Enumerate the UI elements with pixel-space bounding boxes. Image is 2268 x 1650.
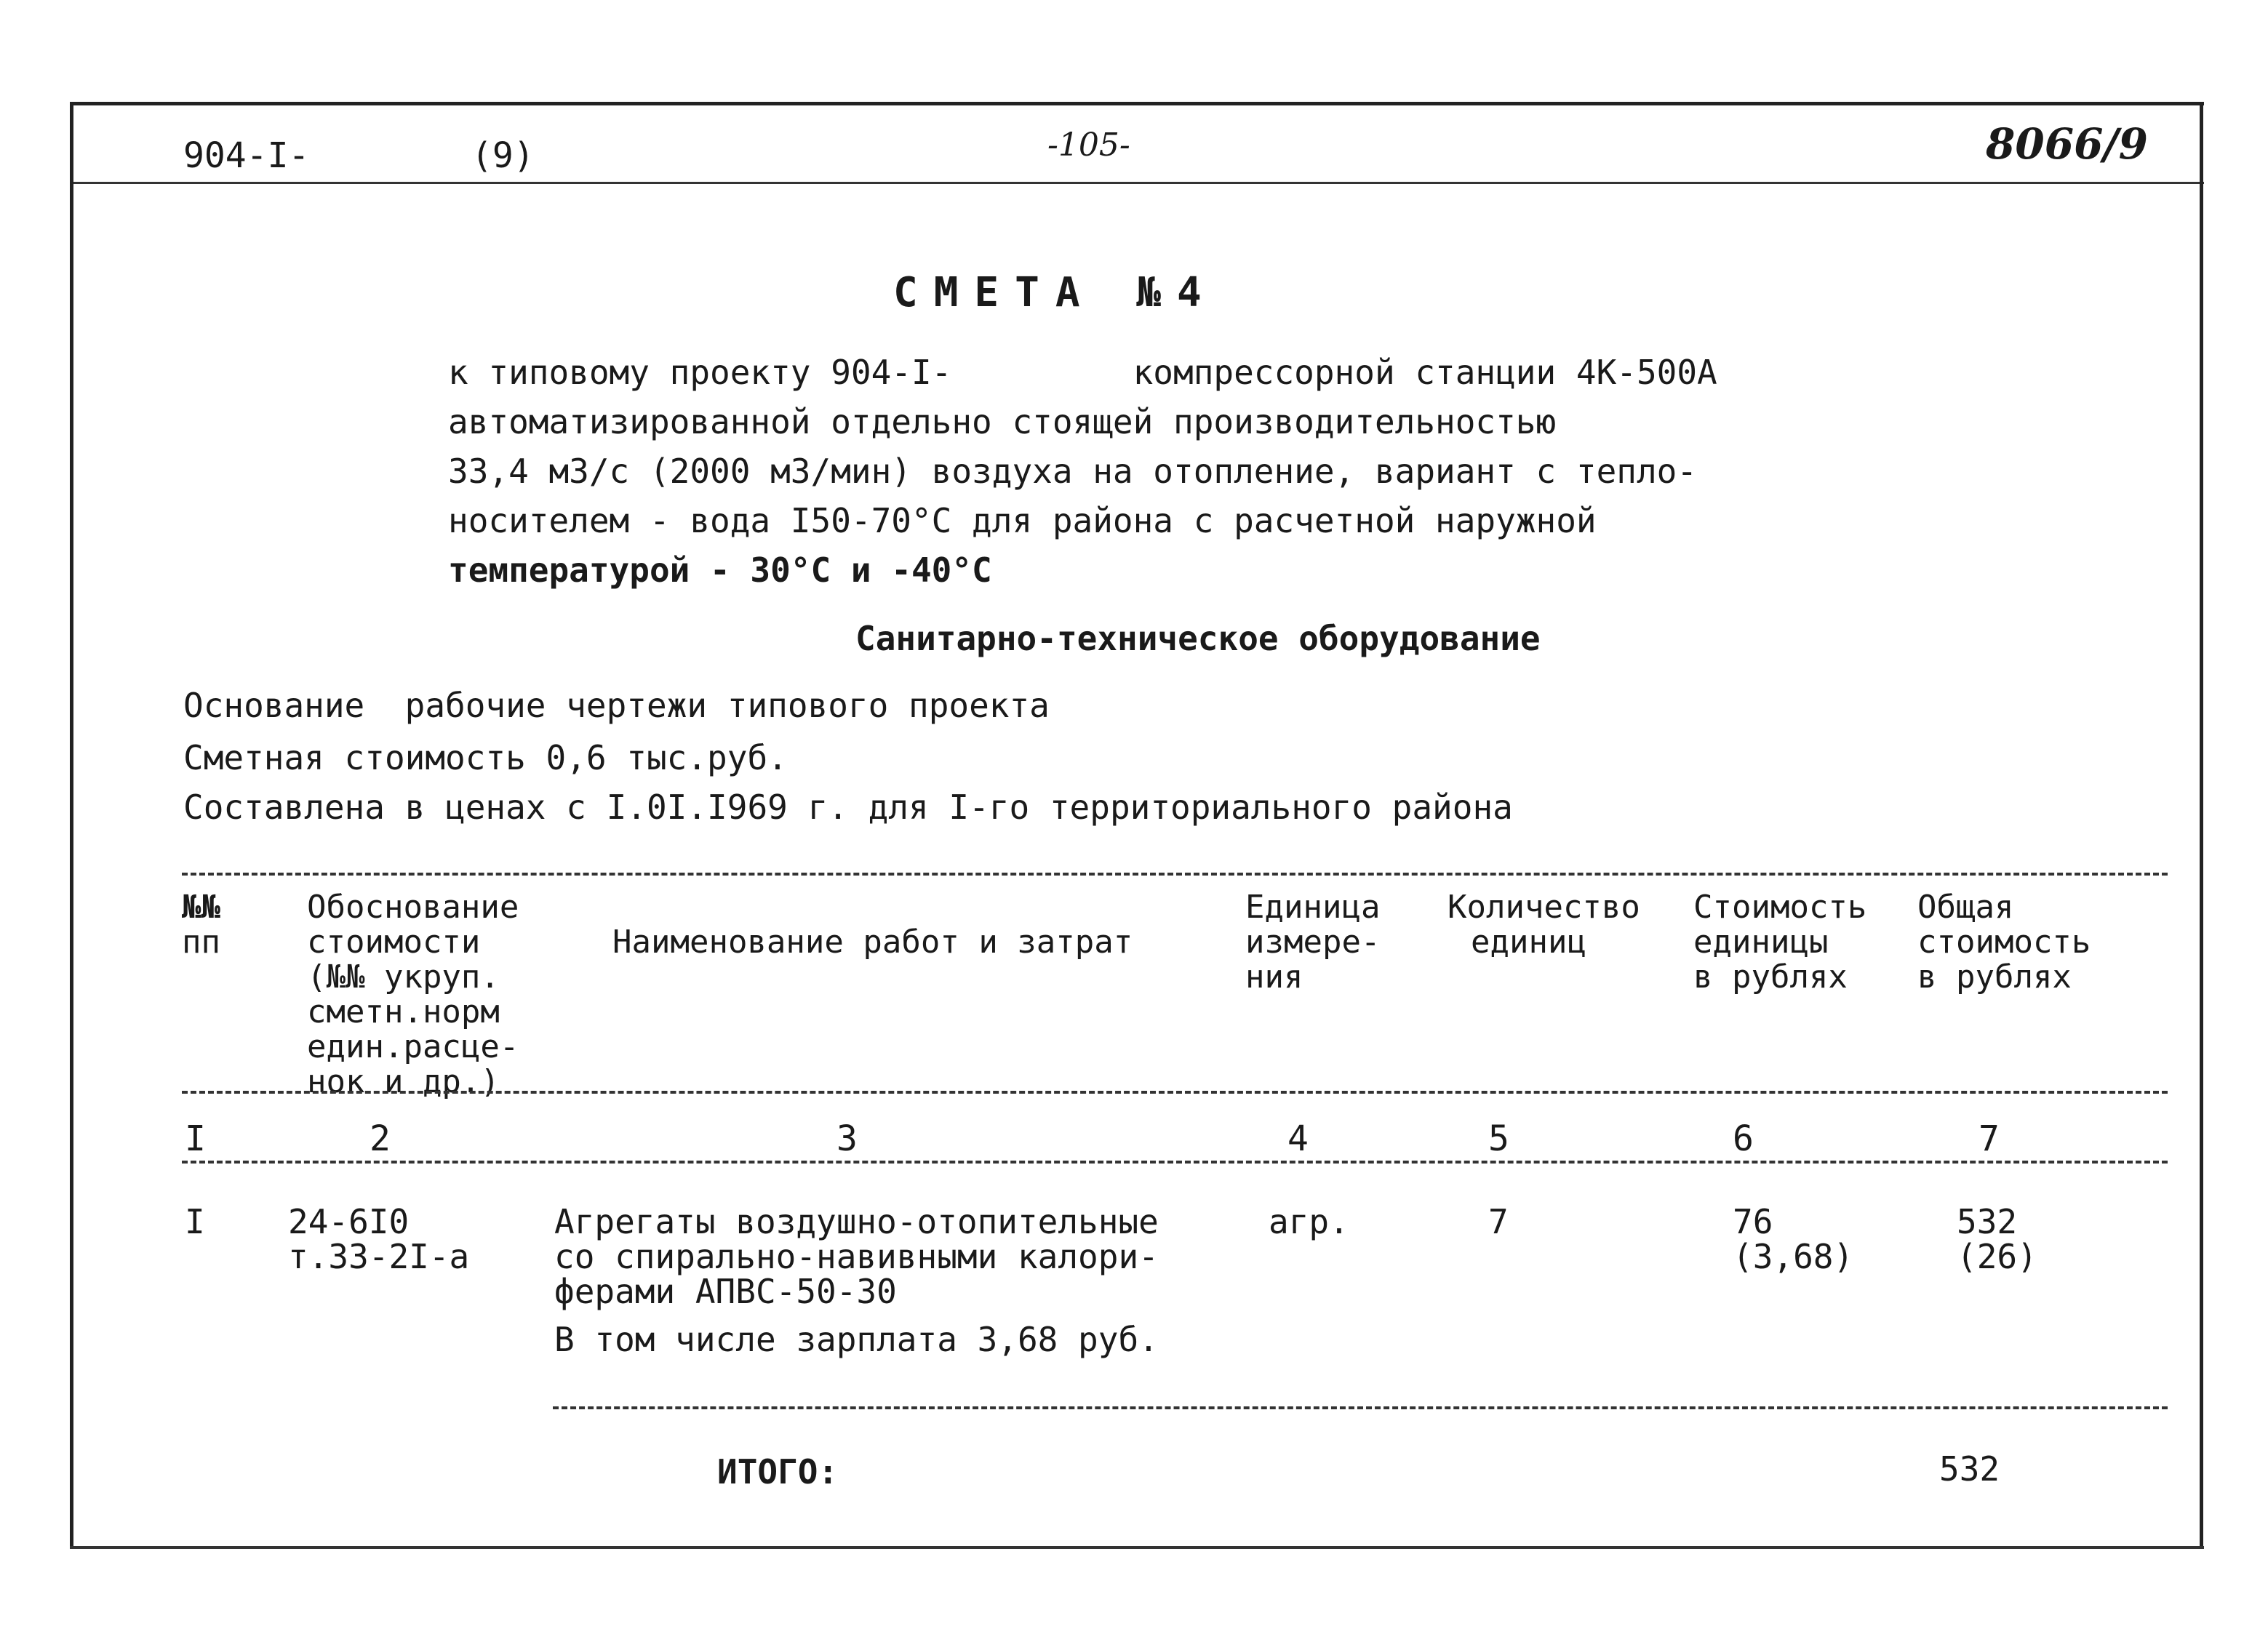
part-number: (9) <box>471 135 535 176</box>
project-line-2: автоматизированной отдельно стоящей производительностью <box>448 402 1557 441</box>
basis-line: Основание рабочие чертежи типового проекта <box>183 686 1050 725</box>
row-1-note: В том числе зарплата 3,68 руб. <box>554 1320 1159 1359</box>
col-header-unit-cost-3: в рублях <box>1693 958 1848 996</box>
frame-right-border <box>2200 102 2203 1549</box>
estimated-cost-line: Сметная стоимость 0,6 тыс.руб. <box>183 738 788 777</box>
col-number-3: 3 <box>836 1118 858 1159</box>
col-header-name: Наименование работ и затрат <box>612 924 1133 961</box>
project-line-4: носителем - вода I50-70°С для района с расчетной наружной <box>448 501 1597 540</box>
frame-bottom-border <box>70 1546 2204 1549</box>
header-bottom-rule <box>182 1091 2168 1094</box>
col-number-5: 5 <box>1488 1118 1509 1159</box>
col-header-basis-1: Обоснование <box>307 889 519 926</box>
project-line-1: к типовому проекту 904-I- компрессорной станции 4К-500А <box>448 353 1717 392</box>
col-header-unit-1: Единица <box>1245 889 1381 926</box>
row-1-basis-1: 24-6I0 <box>288 1202 410 1241</box>
row-1-num: I <box>185 1202 205 1241</box>
table-top-rule <box>182 873 2168 876</box>
total-top-rule <box>553 1406 2168 1409</box>
row-1-total-cost-wage: (26) <box>1957 1237 2037 1276</box>
document-title: СМЕТА №4 <box>893 269 1218 316</box>
col-number-1: I <box>185 1118 206 1159</box>
col-header-total-cost-3: в рублях <box>1917 958 2072 996</box>
col-header-unit-2: измере- <box>1245 924 1381 961</box>
row-1-unit-cost: 76 <box>1733 1202 1773 1241</box>
col-header-basis-3: (№№ укруп. <box>307 958 500 996</box>
row-1-unit-cost-wage: (3,68) <box>1733 1237 1854 1276</box>
col-header-total-cost-1: Общая <box>1917 889 2014 926</box>
row-1-name-3: ферами АПВС-50-30 <box>554 1272 897 1311</box>
header-rule <box>70 182 2204 184</box>
section-title: Санитарно-техническое оборудование <box>855 619 1541 658</box>
col-number-7: 7 <box>1978 1118 2000 1159</box>
col-header-unit-cost-2: единицы <box>1693 924 1829 961</box>
col-header-basis-4: сметн.норм <box>307 993 500 1030</box>
col-number-6: 6 <box>1733 1118 1754 1159</box>
sheet-reference: 8066/9 <box>1986 119 2148 169</box>
total-value: 532 <box>1939 1449 2000 1489</box>
project-line-3: 33,4 м3/с (2000 м3/мин) воздуха на отопление, вариант с тепло- <box>448 452 1698 491</box>
row-1-total-cost: 532 <box>1957 1202 2018 1241</box>
col-header-unit-cost-1: Стоимость <box>1693 889 1867 926</box>
row-1-unit: агр. <box>1269 1202 1349 1241</box>
project-line-5: температурой - 30°С и -40°С <box>448 550 992 590</box>
col-header-basis-2: стоимости <box>307 924 481 961</box>
page-number: -105- <box>1047 127 1130 164</box>
col-number-4: 4 <box>1287 1118 1309 1159</box>
prices-note-line: Составлена в ценах с I.0I.I969 г. для I-го территориального района <box>183 788 1513 827</box>
frame-top-border <box>70 102 2204 105</box>
col-header-qty-2: единиц <box>1471 924 1586 961</box>
project-code: 904-I- <box>183 135 310 176</box>
row-1-basis-2: т.33-2I-а <box>288 1237 470 1276</box>
col-header-basis-6: нок и др.) <box>307 1063 500 1100</box>
row-1-name-2: со спирально-навивными калори- <box>554 1237 1159 1276</box>
col-header-qty-1: Количество <box>1448 889 1640 926</box>
col-header-num-1: №№ <box>182 889 220 926</box>
row-1-qty: 7 <box>1488 1202 1509 1241</box>
col-number-2: 2 <box>370 1118 391 1159</box>
row-1-name-1: Агрегаты воздушно-отопительные <box>554 1202 1159 1241</box>
col-header-unit-3: ния <box>1245 958 1303 996</box>
frame-left-border <box>70 102 73 1549</box>
col-header-num-2: пп <box>182 924 220 961</box>
col-header-total-cost-2: стоимость <box>1917 924 2091 961</box>
col-header-basis-5: един.расце- <box>307 1028 519 1065</box>
colnum-bottom-rule <box>182 1161 2168 1164</box>
total-label: ИТОГО: <box>717 1452 839 1491</box>
